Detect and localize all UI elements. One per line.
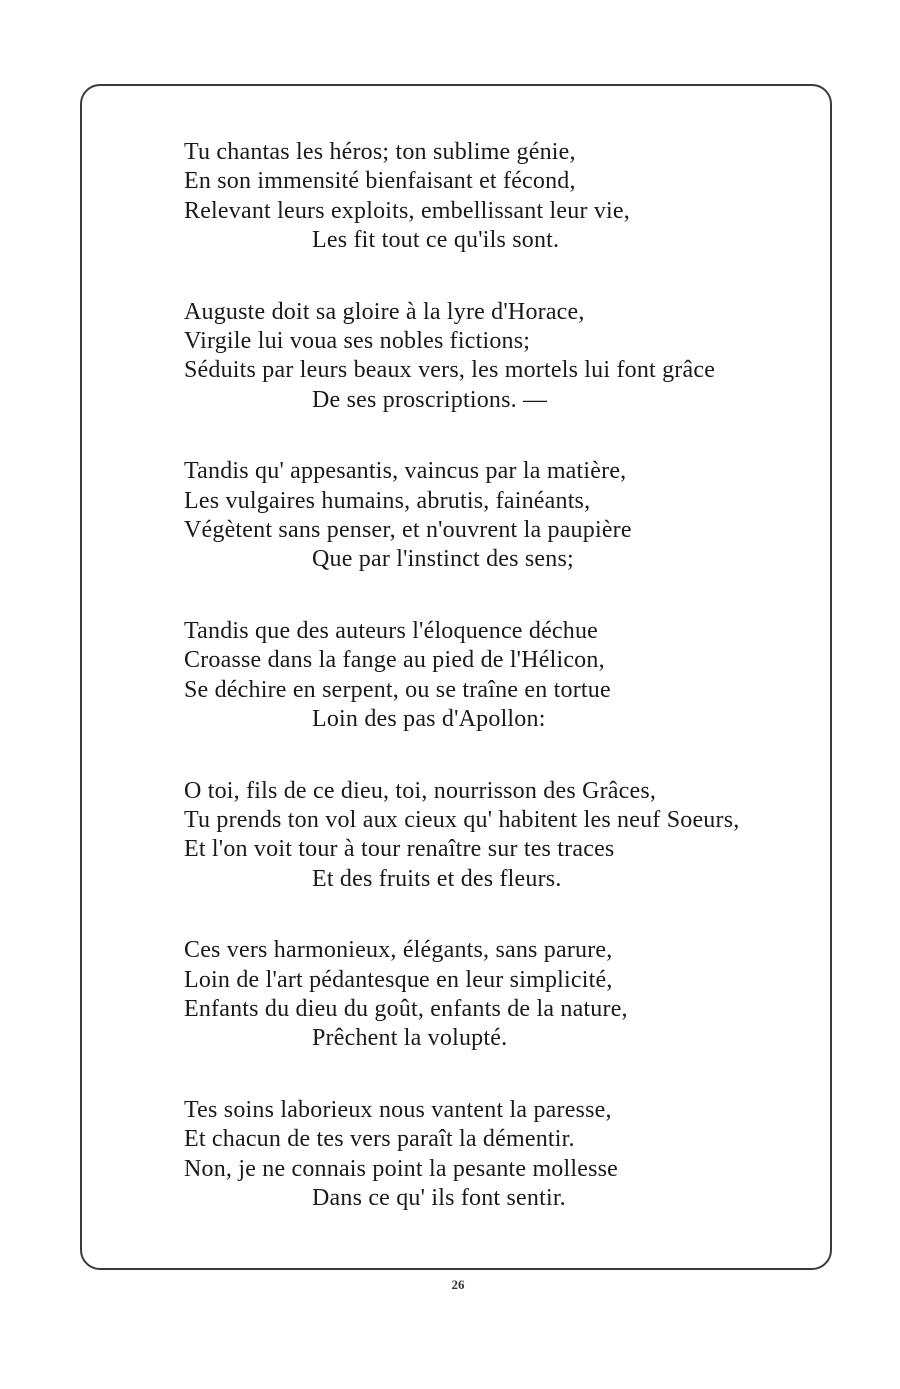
verse-line: Ces vers harmonieux, élégants, sans parure, [184, 937, 613, 964]
verse-line: Tu prends ton vol aux cieux qu' habitent les neuf Soeurs, [184, 806, 740, 833]
stanza [184, 138, 804, 256]
verse-line-short: Que par l'instinct des sens; [312, 546, 574, 573]
verse-line: Les vulgaires humains, abrutis, fainéants, [184, 487, 591, 514]
verse-line-short: Loin des pas d'Apollon: [312, 706, 546, 733]
verse-line: Et l'on voit tour à tour renaître sur tes traces [184, 836, 615, 863]
verse-line: Tes soins laborieux nous vantent la paresse, [184, 1096, 612, 1123]
verse-line: Se déchire en serpent, ou se traîne en tortue [184, 676, 611, 703]
verse-line-short: Les fit tout ce qu'ils sont. [312, 227, 560, 254]
verse-line-short: De ses proscriptions. — [312, 386, 548, 413]
verse-line: O toi, fils de ce dieu, toi, nourrisson des Grâces, [184, 777, 657, 804]
stanza [184, 777, 804, 895]
verse-line: Tu chantas les héros; ton sublime génie, [184, 139, 576, 165]
stanza [184, 617, 804, 735]
stanza [184, 1096, 804, 1214]
verse-line: Auguste doit sa gloire à la lyre d'Horace, [184, 298, 585, 325]
stanza [184, 457, 804, 575]
verse-line-short: Dans ce qu' ils font sentir. [312, 1184, 566, 1211]
stanza [184, 298, 804, 416]
stanza [184, 936, 804, 1054]
verse-line: En son immensité bienfaisant et fécond, [184, 168, 576, 195]
verse-line: Croasse dans la fange au pied de l'Hélicon, [184, 647, 605, 674]
verse-line: Loin de l'art pédantesque en leur simplicité, [184, 966, 613, 993]
verse-line: Tandis que des auteurs l'éloquence déchue [184, 617, 599, 644]
verse-line-short: Et des fruits et des fleurs. [312, 865, 562, 892]
verse-line: Et chacun de tes vers paraît la démentir. [184, 1126, 575, 1153]
poem-body [184, 138, 804, 1255]
verse-line: Tandis qu' appesantis, vaincus par la matière, [184, 458, 627, 485]
verse-line: Enfants du dieu du goût, enfants de la nature, [184, 995, 628, 1022]
verse-line: Virgile lui voua ses nobles fictions; [184, 328, 531, 355]
verse-line: Relevant leurs exploits, embellissant leur vie, [184, 197, 630, 224]
page-number: 26 [451, 1277, 465, 1292]
verse-line: Végètent sans penser, et n'ouvrent la paupière [184, 517, 632, 544]
verse-line: Séduits par leurs beaux vers, les mortels lui font grâce [184, 357, 716, 384]
verse-line-short: Prêchent la volupté. [312, 1025, 508, 1052]
verse-line: Non, je ne connais point la pesante mollesse [184, 1155, 619, 1182]
